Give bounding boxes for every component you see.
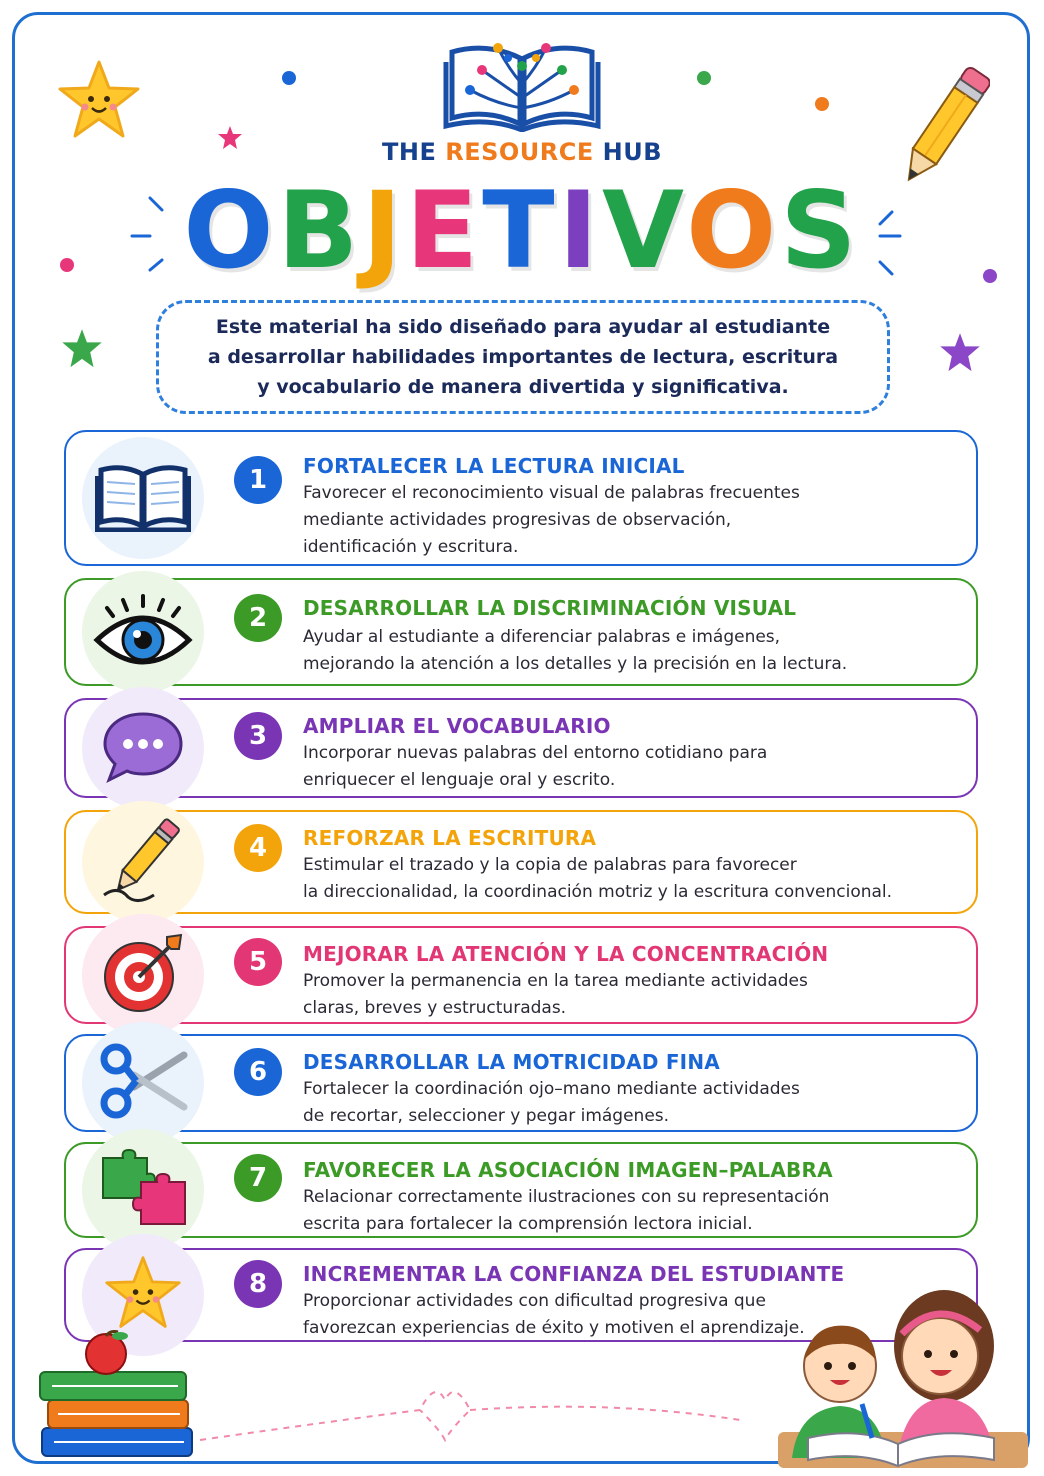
title-letter: O (686, 169, 781, 292)
objective-card (64, 926, 978, 1024)
objective-description (303, 740, 946, 794)
puzzle-icon (97, 1148, 189, 1232)
title-letter: I (558, 169, 602, 292)
objective-desc-line: Relacionar correctamente ilustraciones con su representación (303, 1187, 830, 1207)
objective-title: FORTALECER LA LECTURA INICIAL (303, 454, 685, 478)
objective-title: DESARROLLAR LA DISCRIMINACIÓN VISUAL (303, 596, 797, 620)
objective-desc-line: Proporcionar actividades con dificultad progresiva que (303, 1291, 766, 1311)
objective-desc-line: claras, breves y estructuradas. (303, 998, 567, 1018)
objective-desc-line: Incorporar nuevas palabras del entorno cotidiano para (303, 743, 768, 763)
objective-desc-line: Favorecer el reconocimiento visual de palabras frecuentes (303, 483, 800, 503)
objective-description (303, 624, 946, 678)
objective-icon-bubble (82, 1129, 204, 1251)
brand-part-1: THE (382, 138, 446, 166)
title-letter: O (183, 169, 278, 292)
purple-star-icon (936, 330, 984, 376)
objective-number: 5 (234, 938, 282, 986)
objective-desc-line: mejorando la atención a los detalles y la precisión en la lectura. (303, 654, 848, 674)
objective-icon-bubble (82, 1022, 204, 1144)
objective-icon-bubble (82, 437, 204, 559)
objective-title: DESARROLLAR LA MOTRICIDAD FINA (303, 1050, 720, 1074)
objective-title: AMPLIAR EL VOCABULARIO (303, 714, 611, 738)
objective-number: 8 (234, 1260, 282, 1308)
objective-title: REFORZAR LA ESCRITURA (303, 826, 597, 850)
objective-desc-line: Fortalecer la coordinación ojo–mano mediante actividades (303, 1079, 800, 1099)
children-reading-illustration (768, 1282, 1030, 1468)
objective-description (303, 852, 946, 906)
objective-desc-line: enriquecer el lenguaje oral y escrito. (303, 770, 616, 790)
title-letter: T (482, 169, 559, 292)
objective-icon-bubble (82, 687, 204, 809)
objective-number: 2 (234, 594, 282, 642)
objective-desc-line: mediante actividades progresivas de observación, (303, 510, 732, 530)
speech-bubble-icon (101, 708, 185, 788)
objective-desc-line: la direccionalidad, la coordinación motriz y la escritura convencional. (303, 882, 893, 902)
objective-title: MEJORAR LA ATENCIÓN Y LA CONCENTRACIÓN (303, 942, 829, 966)
objective-number: 1 (234, 456, 282, 504)
title-letter: V (601, 169, 687, 292)
objective-desc-line: Estimular el trazado y la copia de palabras para favorecer (303, 855, 797, 875)
intro-box (156, 300, 890, 414)
objective-desc-line: de recortar, seleccioner y pegar imágenes. (303, 1106, 670, 1126)
objective-card (64, 578, 978, 686)
objective-card (64, 1142, 978, 1238)
objective-description (303, 968, 946, 1022)
objective-desc-line: escrita para fortalecer la comprensión lectora inicial. (303, 1214, 753, 1234)
objective-number: 4 (234, 824, 282, 872)
scissors-icon (98, 1041, 188, 1125)
objective-title: INCREMENTAR LA CONFIANZA DEL ESTUDIANTE (303, 1262, 845, 1286)
objective-number: 7 (234, 1154, 282, 1202)
eye-icon (93, 590, 193, 674)
objective-icon-bubble (82, 914, 204, 1036)
logo (0, 28, 1044, 132)
objective-title: FAVORECER LA ASOCIACIÓN IMAGEN–PALABRA (303, 1158, 833, 1182)
objective-desc-line: Ayudar al estudiante a diferenciar palabras e imágenes, (303, 627, 781, 647)
objective-icon-bubble (82, 801, 204, 923)
objective-description (303, 1076, 946, 1130)
objective-description (303, 1184, 946, 1238)
objective-desc-line: favorezcan experiencias de éxito y motiven el aprendizaje. (303, 1318, 805, 1338)
star-icon (103, 1254, 183, 1336)
title-letter: E (405, 169, 483, 292)
title-letter: S (780, 169, 861, 292)
open-book-icon (95, 460, 191, 536)
brand-name (0, 138, 1044, 166)
objective-card (64, 698, 978, 798)
dashed-heart-path (190, 1370, 750, 1460)
intro-line-2: a desarrollar habilidades importantes de lectura, escritura (207, 346, 839, 368)
brand-part-2: RESOURCE (445, 138, 594, 166)
objective-icon-bubble (82, 571, 204, 693)
objective-number: 6 (234, 1048, 282, 1096)
pencil-icon (98, 815, 188, 909)
green-star-icon (58, 326, 106, 372)
objective-desc-line: identificación y escritura. (303, 537, 519, 557)
brand-part-3: HUB (593, 138, 662, 166)
title-letter: J (362, 169, 406, 292)
page-title (0, 169, 1044, 292)
objective-card (64, 1034, 978, 1132)
objective-card (64, 430, 978, 566)
objective-description (303, 480, 946, 561)
title-letter: B (277, 169, 363, 292)
objective-card (64, 810, 978, 914)
books-with-apple-icon (34, 1330, 198, 1462)
book-tree-logo-icon (442, 28, 602, 132)
intro-line-3: y vocabulario de manera divertida y significativa. (257, 376, 789, 398)
intro-line-1: Este material ha sido diseñado para ayudar al estudiante (215, 316, 831, 338)
target-icon (101, 931, 185, 1019)
objective-number: 3 (234, 712, 282, 760)
objective-desc-line: Promover la permanencia en la tarea mediante actividades (303, 971, 808, 991)
